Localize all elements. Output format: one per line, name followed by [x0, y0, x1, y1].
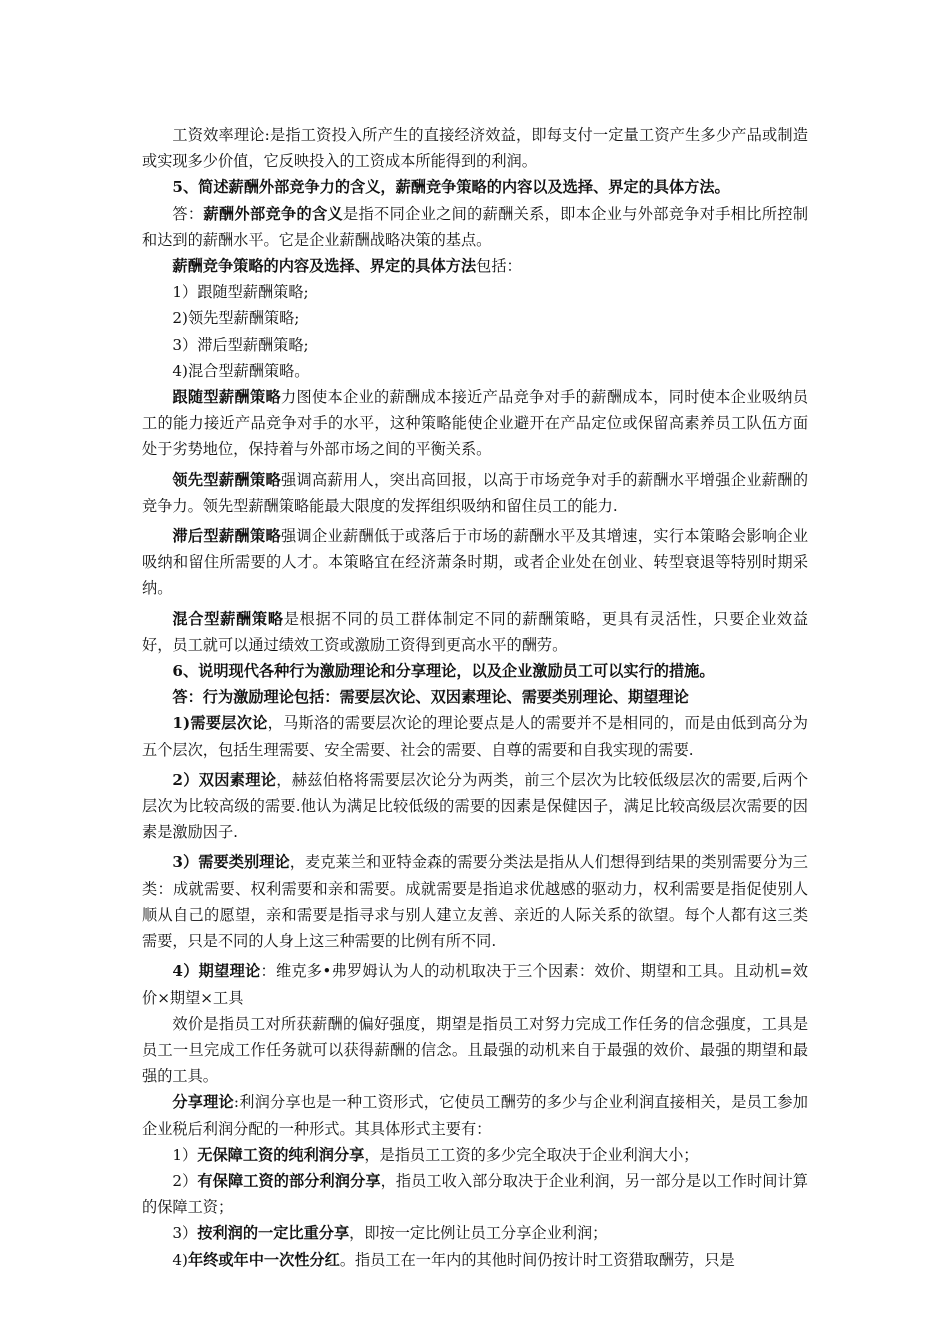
bold-text: 混合型薪酬策略	[172, 609, 284, 628]
bold-text: 薪酬外部竞争的含义	[203, 204, 344, 223]
text: 1）跟随型薪酬策略;	[172, 283, 309, 302]
bold-text: 领先型薪酬策略	[172, 470, 281, 489]
bold-text: 无保障工资的纯利润分享	[197, 1145, 365, 1164]
text: ，是指员工工资的多少完全取决于企业利润大小；	[364, 1145, 699, 1164]
paragraph	[142, 201, 808, 253]
paragraph	[142, 767, 808, 846]
paragraph	[142, 958, 808, 1010]
paragraph	[142, 174, 808, 200]
text: ，赫兹伯格将需要层次论分为两类，前三个层次为比较低级层次的需要,后两个层次为比较高级的需要.他认为满足比较低级的需要的因素是保健因子，满足比较高级层次需要的因素是激励因子.	[142, 770, 809, 842]
text: 4)混合型薪酬策略。	[172, 361, 310, 380]
paragraph	[142, 1168, 808, 1220]
text: 2）	[172, 1171, 198, 1190]
text: 是指不同企业之间的薪酬关系，即本企业与外部竞争对手相比所控制和达到的薪酬水平。它是企业薪酬战略决策的基点。	[142, 204, 809, 249]
text: 效价是指员工对所获薪酬的偏好强度，期望是指员工对努力完成工作任务的信念强度，工具是员工一旦完成工作任务就可以获得薪酬的信念。且最强的动机来自于最强的效价、最强的期望和最强的工具。	[142, 1014, 808, 1086]
text: :利润分享也是一种工资形式，它使员工酬劳的多少与企业利润直接相关，是员工参加企业税后利润分配的一种形式。其具体形式主要有：	[142, 1093, 808, 1138]
bold-text: 滞后型薪酬策略	[172, 527, 281, 546]
paragraph	[142, 122, 808, 174]
paragraph	[142, 1220, 808, 1246]
paragraph	[142, 849, 808, 954]
paragraph	[142, 606, 808, 658]
text: 1）	[172, 1145, 198, 1164]
paragraph	[142, 1011, 808, 1090]
text: 3）滞后型薪酬策略;	[172, 335, 309, 354]
paragraph	[142, 523, 808, 602]
bold-text: 跟随型薪酬策略	[172, 388, 281, 407]
text: 包括：	[476, 257, 522, 276]
text: 3）	[172, 1224, 198, 1243]
bold-text: 按利润的一定比重分享	[197, 1224, 350, 1243]
bold-text: 有保障工资的部分利润分享	[197, 1171, 381, 1190]
paragraph	[142, 1089, 808, 1141]
paragraph	[142, 253, 808, 279]
bold-text: 分享理论	[172, 1093, 234, 1112]
document-body	[142, 122, 808, 1273]
paragraph	[142, 684, 808, 710]
paragraph	[142, 467, 808, 519]
paragraph	[142, 658, 808, 684]
text: 答：	[172, 204, 204, 223]
text: 是根据不同的员工群体制定不同的薪酬策略，更具有灵活性，只要企业效益好，员工就可以通过绩效工资或激励工资得到更高水平的酬劳。	[142, 609, 809, 654]
text: 强调高薪用人，突出高回报，以高于市场竞争对手的薪酬水平增强企业薪酬的竞争力。领先型薪酬策略能最大限度的发挥组织吸纳和留住员工的能力.	[142, 470, 809, 515]
paragraph	[142, 1247, 808, 1273]
text: 强调企业薪酬低于或落后于市场的薪酬水平及其增速，实行本策略会影响企业吸纳和留住所需要的人才。本策略宜在经济萧条时期，或者企业处在创业、转型衰退等特别时期采纳。	[142, 527, 809, 598]
paragraph	[142, 1142, 808, 1168]
text: 工资效率理论:是指工资投入所产生的直接经济效益，即每支付一定量工资产生多少产品或制造或实现多少价值，它反映投入的工资成本所能得到的利润。	[142, 126, 808, 171]
text: 力图使本企业的薪酬成本接近产品竞争对手的薪酬成本，同时使本企业吸纳员工的能力接近产品竞争对手的水平，这种策略能使企业避开在产品定位或保留高素养员工队伍方面处于劣势地位，保持着与外部市场之间的平衡关系。	[142, 388, 809, 459]
bold-text: 3）需要类别理论	[172, 853, 290, 872]
bold-text: 2）双因素理论	[172, 770, 277, 789]
bold-text: 薪酬竞争策略的内容及选择、界定的具体方法	[172, 257, 477, 276]
text: ：维克多•弗罗姆认为人的动机取决于三个因素：效价、期望和工具。且动机=效价×期望×工具	[142, 962, 808, 1007]
paragraph	[142, 305, 808, 331]
bold-text: 6、说明现代各种行为激励理论和分享理论，以及企业激励员工可以实行的措施。	[172, 662, 715, 681]
paragraph	[142, 710, 808, 762]
bold-text: 答：行为激励理论包括：需要层次论、双因素理论、需要类别理论、期望理论	[172, 688, 689, 707]
text: ，麦克莱兰和亚特金森的需要分类法是指从人们想得到结果的类别需要分为三类：成就需要、权利需要和亲和需要。成就需要是指追求优越感的驱动力，权利需要是指促使别人顺从自己的愿望，亲和需要是指寻求与别人建立友善、亲近的人际关系的欲望。每个人都有这三类需要，只是不同的人身上这三种需要的比例有所不同.	[142, 853, 808, 951]
text: ，指员工收入部分取决于企业利润，另一部分是以工作时间计算的保障工资；	[142, 1171, 808, 1217]
bold-text: 年终或年中一次性分红	[187, 1250, 340, 1269]
text: 4)	[172, 1250, 188, 1269]
text: 。指员工在一年内的其他时间仍按计时工资猎取酬劳，只是	[339, 1250, 735, 1269]
paragraph	[142, 358, 808, 384]
text: ，马斯洛的需要层次论的理论要点是人的需要并不是相同的，而是由低到高分为五个层次，包括生理需要、安全需要、社会的需要、自尊的需要和自我实现的需要.	[142, 714, 808, 759]
text: 2)领先型薪酬策略;	[172, 309, 300, 328]
paragraph	[142, 384, 808, 463]
bold-text: 1)需要层次论	[172, 714, 268, 733]
paragraph	[142, 279, 808, 305]
paragraph	[142, 332, 808, 358]
bold-text: 5、简述薪酬外部竞争力的含义，薪酬竞争策略的内容以及选择、界定的具体方法。	[172, 178, 730, 197]
bold-text: 4）期望理论	[172, 962, 261, 981]
text: ，即按一定比例让员工分享企业利润；	[349, 1224, 608, 1243]
